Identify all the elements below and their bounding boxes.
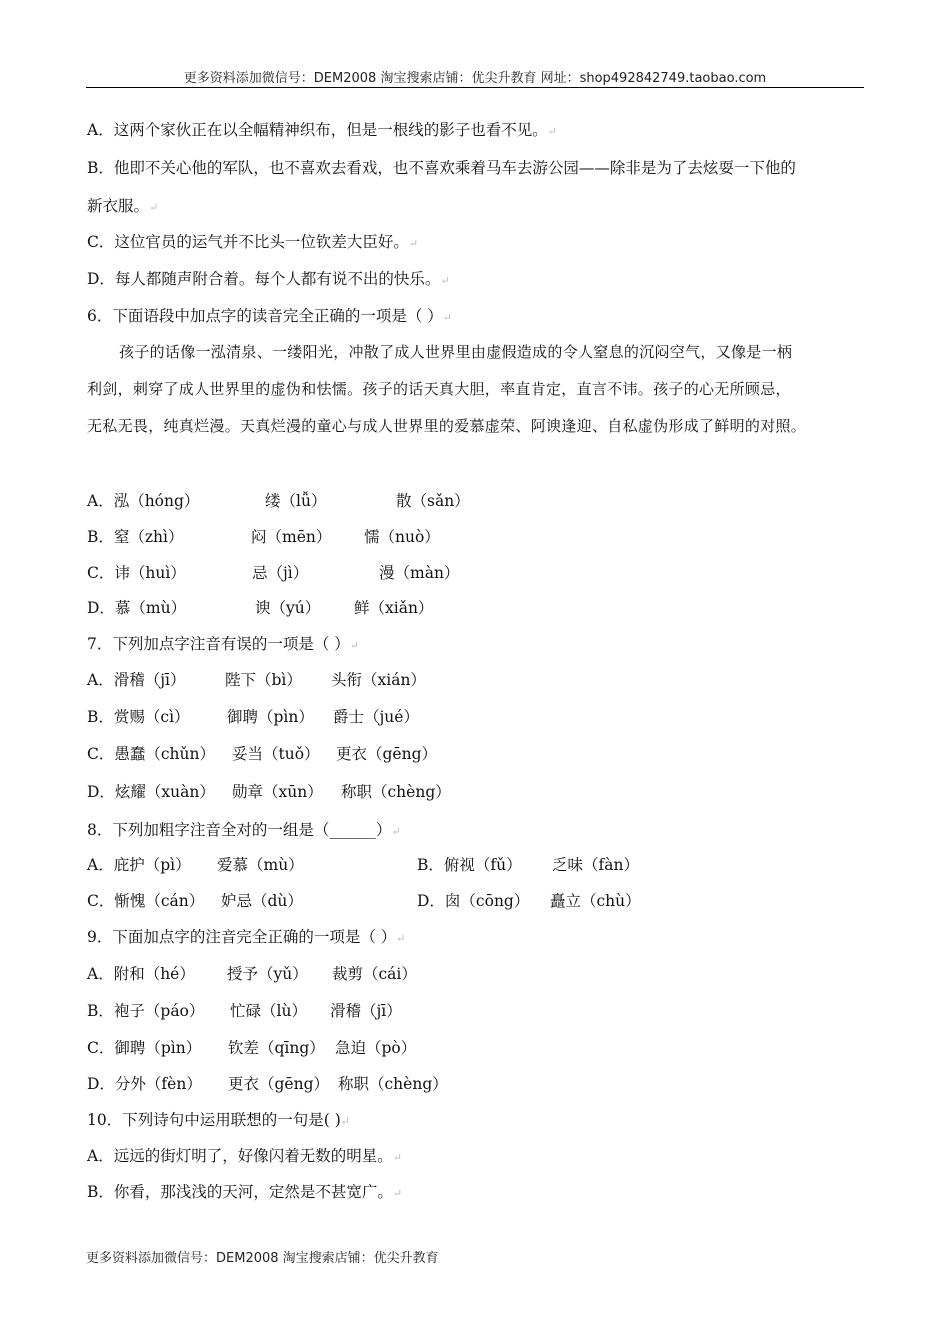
q6-stem: 6．下面语段中加点字的读音完全正确的一项是（ ）↵ [87, 307, 453, 325]
q5-option-b-line2: 新衣服。↵ [87, 197, 159, 215]
q9-stem: 9．下面加点字的注音完全正确的一项是（ ）↵ [87, 928, 406, 946]
q7-stem: 7．下列加点字注音有误的一项是（ ）↵ [87, 635, 360, 653]
q10-stem: 10．下列诗句中运用联想的一句是( )↵ [87, 1111, 350, 1129]
q5-option-c: C．这位官员的运气并不比头一位钦差大臣好。↵ [87, 233, 419, 251]
page-header: 更多资料添加微信号：DEM2008 淘宝搜索店铺：优尖升教育 网址：shop492842749.taobao.com [183, 71, 767, 86]
q10-option-b: B．你看，那浅浅的天河，定然是不甚宽广。↵ [87, 1183, 403, 1201]
q8-stem: 8．下列加粗字注音全对的一组是（______）↵ [87, 821, 401, 839]
page-footer: 更多资料添加微信号：DEM2008 淘宝搜索店铺：优尖升教育 [86, 1251, 439, 1266]
q6-passage-line2: 利剑，刺穿了成人世界里的虚伪和怯懦。孩子的话天真大胆，率直肯定，直言不讳。孩子的心无所顾忌， [87, 380, 791, 398]
q10-option-a: A．远远的街灯明了，好像闪着无数的明星。↵ [87, 1147, 402, 1165]
q5-option-a: A．这两个家伙正在以全幅精神织布，但是一根线的影子也看不见。↵ [87, 121, 557, 139]
header-divider [86, 87, 864, 88]
q5-option-d: D．每人都随声附合着。每个人都有说不出的快乐。↵ [87, 270, 450, 288]
q6-passage-line1: 孩子的话像一泓清泉、一缕阳光，冲散了成人世界里由虚假造成的令人窒息的沉闷空气，又像是一柄 [119, 343, 793, 361]
q6-passage-line3: 无私无畏，纯真烂漫。天真烂漫的童心与成人世界里的爱慕虚荣、阿谀逢迎、自私虚伪形成了鲜明的对照。 [87, 417, 807, 435]
q5-option-b-line1: B．他即不关心他的军队，也不喜欢去看戏，也不喜欢乘着马车去游公园——除非是为了去炫耍一下他的 [87, 159, 796, 177]
